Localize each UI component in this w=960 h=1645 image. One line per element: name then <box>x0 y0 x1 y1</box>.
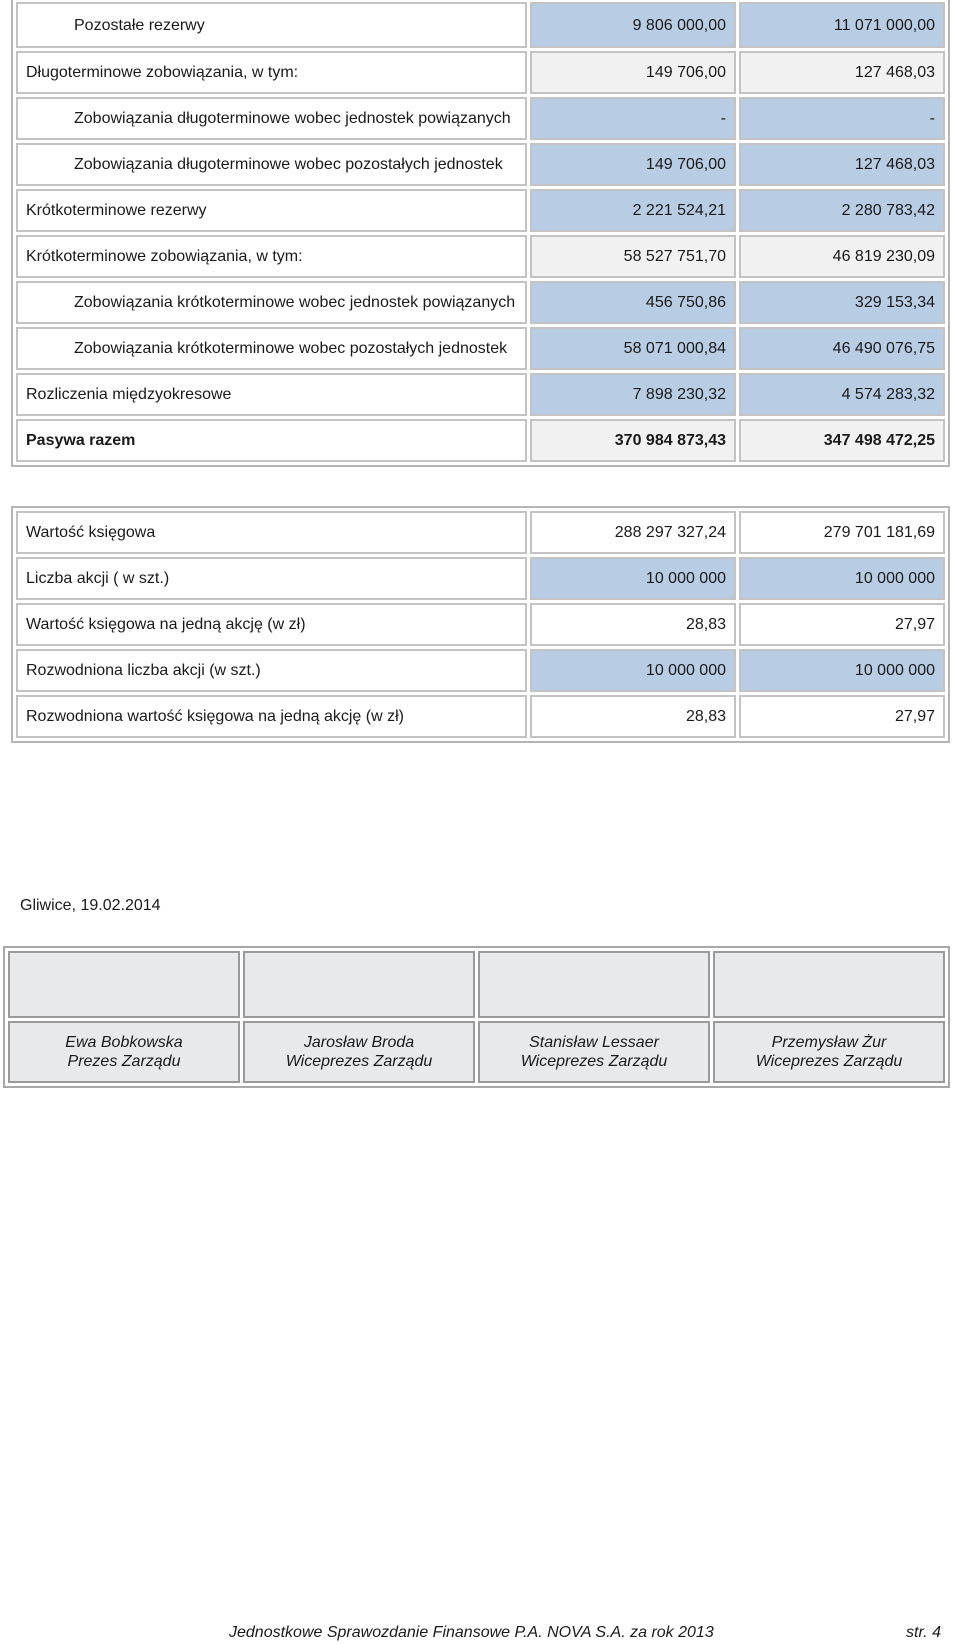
value-2012: 4 574 283,32 <box>739 373 945 416</box>
signatory-cell <box>8 1021 240 1083</box>
table-row <box>16 373 945 416</box>
row-label: Liczba akcji ( w szt.) <box>16 557 527 600</box>
value-2012: - <box>739 97 945 140</box>
table-row <box>16 695 945 738</box>
row-label: Wartość księgowa <box>16 511 527 554</box>
row-label: Rozwodniona liczba akcji (w szt.) <box>16 649 527 692</box>
footer-page-number: str. 4 <box>906 1624 941 1641</box>
table-row <box>16 603 945 646</box>
value-2012: 11 071 000,00 <box>739 2 945 48</box>
value-2012: 27,97 <box>739 603 945 646</box>
value-2013: 58 527 751,70 <box>530 235 736 278</box>
row-label: Zobowiązania krótkoterminowe wobec pozostałych jednostek <box>16 327 527 370</box>
row-label: Krótkoterminowe rezerwy <box>16 189 527 232</box>
signatory-name: Ewa Bobkowska <box>65 1034 183 1051</box>
signatures-table <box>3 946 950 1088</box>
row-label: Pasywa razem <box>16 419 527 462</box>
book-value-table <box>11 506 950 743</box>
value-2013: 456 750,86 <box>530 281 736 324</box>
signature-space <box>478 951 710 1018</box>
value-2012: 46 819 230,09 <box>739 235 945 278</box>
table-row <box>16 189 945 232</box>
row-label: Pozostałe rezerwy <box>16 2 527 48</box>
value-2012: 127 468,03 <box>739 51 945 94</box>
row-label: Zobowiązania długoterminowe wobec pozostałych jednostek <box>16 143 527 186</box>
table-row <box>16 649 945 692</box>
table-row <box>16 2 945 48</box>
signatory-cell <box>713 1021 945 1083</box>
row-label: Zobowiązania długoterminowe wobec jednostek powiązanych <box>16 97 527 140</box>
signatory-role: Prezes Zarządu <box>67 1053 181 1070</box>
place-and-date: Gliwice, 19.02.2014 <box>20 897 161 914</box>
table-row <box>16 327 945 370</box>
value-2013: 288 297 327,24 <box>530 511 736 554</box>
value-2012: 329 153,34 <box>739 281 945 324</box>
liabilities-table <box>11 0 950 467</box>
value-2013: 10 000 000 <box>530 557 736 600</box>
footer-document-title: Jednostkowe Sprawozdanie Finansowe P.A. NOVA S.A. za rok 2013 <box>229 1624 714 1641</box>
signatory-cell <box>478 1021 710 1083</box>
signature-space <box>713 951 945 1018</box>
table-row <box>16 51 945 94</box>
value-2013: 370 984 873,43 <box>530 419 736 462</box>
row-label: Rozwodniona wartość księgowa na jedną akcję (w zł) <box>16 695 527 738</box>
table-row <box>16 419 945 462</box>
table-row <box>16 235 945 278</box>
row-label: Długoterminowe zobowiązania, w tym: <box>16 51 527 94</box>
value-2013: 58 071 000,84 <box>530 327 736 370</box>
row-label: Krótkoterminowe zobowiązania, w tym: <box>16 235 527 278</box>
value-2013: 10 000 000 <box>530 649 736 692</box>
signature-space-row <box>8 951 945 1018</box>
value-2012: 347 498 472,25 <box>739 419 945 462</box>
table-row <box>16 143 945 186</box>
value-2013: 28,83 <box>530 695 736 738</box>
signatory-name: Przemysław Żur <box>771 1034 887 1051</box>
value-2012: 127 468,03 <box>739 143 945 186</box>
value-2013: 7 898 230,32 <box>530 373 736 416</box>
row-label: Zobowiązania krótkoterminowe wobec jednostek powiązanych <box>16 281 527 324</box>
signatory-role: Wiceprezes Zarządu <box>520 1053 668 1070</box>
value-2012: 10 000 000 <box>739 557 945 600</box>
value-2012: 2 280 783,42 <box>739 189 945 232</box>
value-2012: 27,97 <box>739 695 945 738</box>
value-2013: 9 806 000,00 <box>530 2 736 48</box>
value-2013: - <box>530 97 736 140</box>
signature-names-row <box>8 1021 945 1083</box>
row-label: Wartość księgowa na jedną akcję (w zł) <box>16 603 527 646</box>
value-2013: 149 706,00 <box>530 143 736 186</box>
signatory-role: Wiceprezes Zarządu <box>755 1053 903 1070</box>
value-2012: 10 000 000 <box>739 649 945 692</box>
value-2012: 279 701 181,69 <box>739 511 945 554</box>
signature-space <box>8 951 240 1018</box>
signatory-name: Jarosław Broda <box>303 1034 415 1051</box>
row-label: Rozliczenia międzyokresowe <box>16 373 527 416</box>
value-2013: 28,83 <box>530 603 736 646</box>
value-2013: 2 221 524,21 <box>530 189 736 232</box>
table-row <box>16 511 945 554</box>
signatory-cell <box>243 1021 475 1083</box>
value-2012: 46 490 076,75 <box>739 327 945 370</box>
signatory-name: Stanisław Lessaer <box>529 1034 659 1051</box>
signatory-role: Wiceprezes Zarządu <box>285 1053 433 1070</box>
table-row <box>16 97 945 140</box>
signature-space <box>243 951 475 1018</box>
value-2013: 149 706,00 <box>530 51 736 94</box>
table-row <box>16 557 945 600</box>
table-row <box>16 281 945 324</box>
